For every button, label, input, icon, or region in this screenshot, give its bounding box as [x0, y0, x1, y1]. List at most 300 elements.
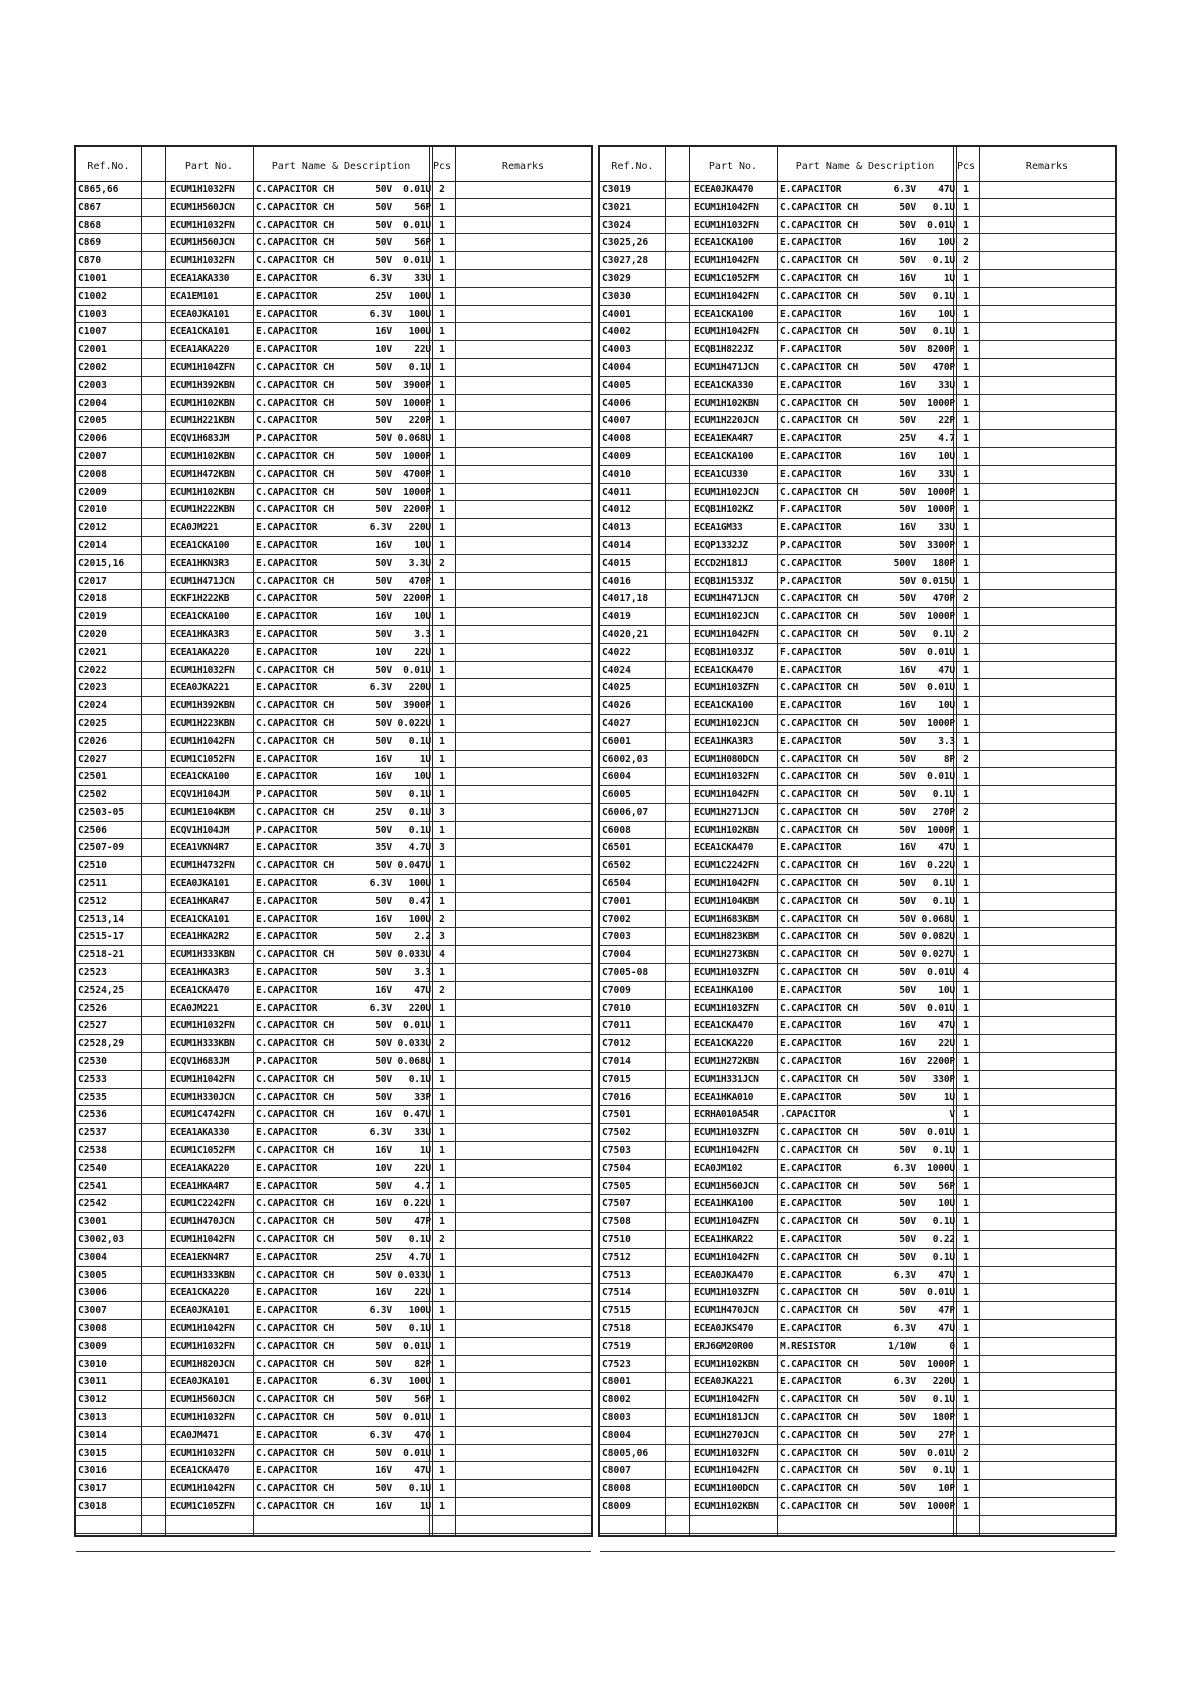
part-no-cell: ECUM1H1042FN: [694, 878, 759, 890]
part-name-cell: E.CAPACITOR: [256, 984, 318, 996]
part-no-cell: ECUM1H1032FN: [694, 219, 759, 231]
pcs-cell: 1: [439, 433, 445, 445]
rating-cell: 50V 0.1U: [375, 1483, 431, 1495]
pcs-cell: 1: [963, 1145, 969, 1157]
table-row: [76, 519, 591, 537]
part-no-cell: ECEA1HKN3R3: [170, 557, 230, 569]
rating-cell: 50V 0.1U: [375, 824, 431, 836]
right-parts-table: [598, 145, 1117, 1537]
part-no-cell: ECEA0JKA101: [170, 1376, 230, 1388]
part-name-cell: E.CAPACITOR: [256, 326, 318, 338]
part-name-cell: E.CAPACITOR: [256, 611, 318, 623]
table-row: [76, 430, 591, 448]
part-no-cell: ECUM1H331JCN: [694, 1073, 759, 1085]
part-name-cell: P.CAPACITOR: [780, 539, 842, 551]
pcs-cell: 1: [439, 1287, 445, 1299]
pcs-cell: 1: [439, 967, 445, 979]
part-no-cell: ECUM1H102KBN: [694, 397, 759, 409]
part-name-cell: C.CAPACITOR CH: [780, 1447, 859, 1459]
part-name-cell: C.CAPACITOR CH: [780, 1500, 859, 1512]
part-no-cell: ECUM1H1042FN: [694, 326, 759, 338]
table-row: [76, 306, 591, 324]
part-no-cell: ECUM1H102KBN: [694, 824, 759, 836]
rating-cell: 50V 1000P: [375, 397, 431, 409]
part-no-cell: ECUM1H1042FN: [694, 1145, 759, 1157]
pcs-cell: 2: [963, 593, 969, 605]
rating-cell: 50V 3.3: [375, 967, 431, 979]
part-no-cell: ECA1EM101: [170, 290, 219, 302]
ref-no-cell: C1001: [78, 272, 107, 284]
part-name-cell: E.CAPACITOR: [780, 450, 842, 462]
pcs-cell: 1: [439, 895, 445, 907]
ref-no-cell: C4012: [602, 504, 631, 516]
rating-cell: 6.3V 100U: [369, 1305, 431, 1317]
pcs-cell: 1: [439, 1091, 445, 1103]
table-row: [76, 822, 591, 840]
part-name-cell: E.CAPACITOR: [780, 842, 842, 854]
part-name-cell: C.CAPACITOR CH: [256, 1394, 335, 1406]
table-row: [600, 1284, 1115, 1302]
part-no-cell: ECEA1CKA220: [694, 1038, 754, 1050]
ref-no-cell: C2018: [78, 593, 107, 605]
ref-no-cell: C867: [78, 201, 102, 213]
ref-no-cell: C2007: [78, 450, 107, 462]
ref-no-header: Ref.No.: [87, 161, 130, 172]
table-row: [600, 573, 1115, 591]
part-name-cell: .CAPACITOR: [780, 1109, 836, 1121]
part-name-cell: E.CAPACITOR: [780, 1162, 842, 1174]
ref-no-cell: C2538: [78, 1145, 107, 1157]
pcs-cell: 1: [439, 664, 445, 676]
ref-no-cell: C3010: [78, 1358, 107, 1370]
ref-no-cell: C3004: [78, 1251, 107, 1263]
pcs-cell: 2: [963, 806, 969, 818]
part-name-cell: C.CAPACITOR CH: [780, 1305, 859, 1317]
ref-no-cell: C1002: [78, 290, 107, 302]
rating-cell: 50V 0.01U: [375, 219, 431, 231]
table-row: [76, 875, 591, 893]
part-name-cell: C.CAPACITOR CH: [256, 860, 335, 872]
part-name-cell: C.CAPACITOR CH: [780, 806, 859, 818]
part-no-cell: ECUM1H471JCN: [694, 593, 759, 605]
part-name-cell: C.CAPACITOR CH: [780, 1180, 859, 1192]
table-row: [600, 1213, 1115, 1231]
part-name-cell: P.CAPACITOR: [256, 824, 318, 836]
ref-no-cell: C2512: [78, 895, 107, 907]
ref-no-cell: C3009: [78, 1340, 107, 1352]
rating-cell: 16V 47U: [899, 664, 955, 676]
table-row: [600, 199, 1115, 217]
part-no-cell: ECEA1CKA470: [694, 1020, 754, 1032]
part-name-cell: E.CAPACITOR: [780, 1269, 842, 1281]
pcs-cell: 1: [439, 504, 445, 516]
ref-no-cell: C7518: [602, 1323, 631, 1334]
pcs-cell: 1: [963, 1394, 969, 1406]
pcs-cell: 2: [439, 913, 445, 925]
table-row: [600, 234, 1115, 252]
part-name-cell: C.CAPACITOR CH: [256, 237, 335, 249]
pcs-cell: 1: [439, 1056, 445, 1068]
ref-no-cell: C4005: [602, 379, 631, 391]
rating-cell: 16V 0.22U: [899, 860, 955, 872]
rating-cell: 50V 0.01U: [375, 1020, 431, 1032]
part-name-cell: F.CAPACITOR: [780, 504, 842, 516]
table-row: [76, 555, 591, 573]
part-no-cell: ECRHA010A54R: [694, 1109, 759, 1121]
table-row: [76, 982, 591, 1000]
pcs-cell: 1: [439, 201, 445, 213]
pcs-cell: 2: [963, 628, 969, 640]
part-no-cell: ECUM1H560JCN: [170, 1394, 235, 1406]
pcs-cell: 1: [963, 1109, 969, 1121]
ref-no-cell: C3014: [78, 1429, 107, 1441]
ref-no-cell: C2024: [78, 700, 107, 712]
rating-cell: 10V 22U: [375, 1162, 431, 1174]
part-name-cell: C.CAPACITOR: [256, 415, 318, 427]
part-no-cell: ECUM1H1042FN: [170, 735, 235, 747]
ref-no-cell: C8007: [602, 1465, 631, 1477]
pcs-cell: 1: [963, 1091, 969, 1103]
table-row: [76, 626, 591, 644]
rating-cell: 6.3V 100U: [369, 308, 431, 320]
table-row: [76, 1498, 591, 1516]
part-no-cell: ECEA1HKA2R2: [170, 931, 230, 943]
part-no-cell: ECUM1H560JCN: [170, 201, 235, 213]
table-row: [600, 644, 1115, 662]
rating-cell: 50V 0.01U: [375, 255, 431, 267]
ref-no-cell: C7003: [602, 931, 631, 943]
table-row: [76, 1106, 591, 1124]
pcs-cell: 1: [439, 1394, 445, 1406]
part-no-cell: ECUM1C1052FM: [170, 1145, 235, 1157]
part-name-cell: E.CAPACITOR: [780, 664, 842, 676]
part-name-cell: C.CAPACITOR CH: [780, 326, 859, 338]
part-no-cell: ECUM1H102KBN: [694, 1358, 759, 1370]
rating-cell: 50V 0.1U: [899, 1465, 955, 1477]
pcs-cell: 1: [963, 1002, 969, 1014]
ref-no-cell: C2021: [78, 646, 107, 658]
part-name-cell: E.CAPACITOR: [256, 842, 318, 854]
ref-no-cell: C7016: [602, 1091, 631, 1103]
table-row: [76, 946, 591, 964]
ref-no-cell: C2022: [78, 664, 107, 676]
part-name-cell: E.CAPACITOR: [256, 308, 318, 320]
rating-cell: 16V 1U: [375, 753, 431, 765]
part-no-cell: ECA0JM471: [170, 1429, 219, 1441]
ref-no-cell: C4009: [602, 450, 631, 462]
rating-cell: 50V 3.3: [375, 628, 431, 640]
pcs-cell: 1: [963, 984, 969, 996]
part-no-cell: ECEA1CKA220: [170, 1287, 230, 1299]
part-name-cell: E.CAPACITOR: [256, 1465, 318, 1477]
pcs-cell: 1: [439, 1109, 445, 1121]
part-no-cell: ECUM1H1032FN: [694, 1447, 759, 1459]
part-name-cell: C.CAPACITOR CH: [780, 1483, 859, 1495]
table-row: [76, 804, 591, 822]
part-name-cell: C.CAPACITOR: [256, 593, 318, 605]
part-no-cell: ECA0JM221: [170, 1002, 219, 1014]
rating-cell: 6.3V 47U: [893, 1269, 955, 1281]
table-row: [600, 1409, 1115, 1427]
pcs-cell: 1: [439, 1340, 445, 1352]
pcs-cell: 1: [439, 1483, 445, 1495]
rating-cell: 50V 0.01U: [899, 1127, 955, 1139]
part-no-cell: ECUM1C2242FN: [170, 1198, 235, 1210]
table-row: [600, 1373, 1115, 1391]
rating-cell: 50V 0.01U: [375, 1411, 431, 1423]
rating-cell: 50V 0.015U: [899, 575, 955, 587]
part-name-cell: E.CAPACITOR: [780, 433, 842, 445]
ref-no-cell: C7508: [602, 1216, 631, 1228]
part-no-cell: ECEA1EKA4R7: [694, 433, 754, 445]
part-name-cell: C.CAPACITOR CH: [256, 397, 335, 409]
part-no-cell: ECEA1HKA3R3: [694, 735, 754, 747]
ref-no-cell: C8003: [602, 1411, 631, 1423]
part-no-cell: ECUM1H1042FN: [170, 1234, 235, 1246]
rating-cell: 25V 0.1U: [375, 806, 431, 818]
part-name-cell: E.CAPACITOR: [256, 646, 318, 658]
part-no-cell: ECUM1H1042FN: [694, 1465, 759, 1477]
left-rows: [76, 181, 591, 1552]
part-name-cell: E.CAPACITOR: [256, 967, 318, 979]
part-no-cell: ECUM1H333KBN: [170, 1038, 235, 1050]
ref-no-cell: C1007: [78, 326, 107, 338]
part-name-cell: C.CAPACITOR CH: [780, 789, 859, 801]
part-name-cell: C.CAPACITOR CH: [256, 1269, 335, 1281]
pcs-cell: 1: [963, 1216, 969, 1228]
part-no-cell: ECUM1H333KBN: [170, 1269, 235, 1281]
ref-no-cell: C2518-21: [78, 949, 125, 961]
rating-cell: 50V 1000P: [899, 1500, 955, 1512]
part-no-cell: ECUM1H472KBN: [170, 468, 235, 480]
pcs-cell: 4: [439, 949, 445, 961]
rating-cell: 50V 2200P: [375, 593, 431, 605]
part-no-cell: ECEA1CKA100: [170, 611, 230, 623]
rating-cell: 50V 0.068U: [899, 913, 955, 925]
ref-no-cell: C7501: [602, 1109, 631, 1121]
table-row: [600, 839, 1115, 857]
part-no-cell: ECUM1H104ZFN: [694, 1216, 759, 1228]
rating-cell: 6.3V 1000U: [893, 1162, 955, 1174]
table-row: [600, 1142, 1115, 1160]
part-no-cell: ECEA0JKA470: [694, 184, 754, 195]
rating-cell: 50V 0.01U: [375, 184, 431, 195]
table-row: [600, 555, 1115, 573]
table-row: [600, 1231, 1115, 1249]
part-name-cell: C.CAPACITOR CH: [256, 201, 335, 213]
ref-no-cell: C2511: [78, 878, 107, 890]
rating-cell: 6.3V 100U: [369, 1376, 431, 1388]
part-no-cell: ECEA1HKA010: [694, 1091, 754, 1103]
part-no-cell: ECUM1H270JCN: [694, 1429, 759, 1441]
table-row: [76, 1302, 591, 1320]
pcs-cell: 3: [439, 842, 445, 854]
table-row: [76, 964, 591, 982]
rating-cell: 16V 22U: [899, 1038, 955, 1050]
table-row: [76, 1213, 591, 1231]
table-row: [76, 466, 591, 484]
ref-no-cell: C2002: [78, 361, 107, 373]
part-name-cell: C.CAPACITOR CH: [780, 219, 859, 231]
pcs-cell: 1: [963, 646, 969, 658]
rating-cell: 50V 0.068U: [375, 433, 431, 445]
part-name-cell: C.CAPACITOR CH: [256, 1091, 335, 1103]
table-row: [600, 733, 1115, 751]
rating-cell: 50V 0.082U: [899, 931, 955, 943]
ref-no-cell: C2507-09: [78, 842, 125, 854]
table-row: [600, 306, 1115, 324]
rating-cell: 50V 0.47: [375, 895, 431, 907]
part-no-cell: ECUM1H470JCN: [694, 1305, 759, 1317]
table-row: [76, 1000, 591, 1018]
rating-cell: 16V 1U: [375, 1145, 431, 1157]
part-name-cell: E.CAPACITOR: [256, 878, 318, 890]
part-no-cell: ECUM1H103ZFN: [694, 682, 759, 694]
pcs-cell: 1: [439, 1251, 445, 1263]
pcs-cell: 1: [439, 1162, 445, 1174]
ref-no-cell: C2502: [78, 789, 107, 801]
part-name-cell: E.CAPACITOR: [256, 522, 318, 534]
table-row: [600, 786, 1115, 804]
part-no-cell: ECUM1H560JCN: [170, 237, 235, 249]
pcs-cell: 1: [963, 1234, 969, 1246]
part-name-cell: C.CAPACITOR CH: [780, 717, 859, 729]
pcs-cell: 1: [439, 326, 445, 338]
pcs-cell: 1: [963, 717, 969, 729]
rating-cell: 50V 0.1U: [899, 878, 955, 890]
part-no-cell: ECUM1H100DCN: [694, 1483, 759, 1495]
part-no-cell: ECUM1H1042FN: [694, 1394, 759, 1406]
part-no-cell: ECUM1H220JCN: [694, 415, 759, 427]
blank-row: [76, 1516, 591, 1534]
part-name-cell: E.CAPACITOR: [780, 1091, 842, 1103]
part-no-cell: ECQB1H822JZ: [694, 344, 754, 356]
table-row: [76, 679, 591, 697]
part-name-cell: E.CAPACITOR: [256, 628, 318, 640]
table-row: [76, 1409, 591, 1427]
part-no-cell: ECUM1H1032FN: [170, 219, 235, 231]
part-no-cell: ECEA1HKA3R3: [170, 967, 230, 979]
ref-no-cell: C865,66: [78, 184, 119, 195]
pcs-cell: 1: [963, 824, 969, 836]
table-row: [600, 1035, 1115, 1053]
rating-cell: 50V 0.047U: [375, 860, 431, 872]
ref-no-cell: C8005,06: [602, 1447, 649, 1459]
table-row: [76, 1249, 591, 1267]
pcs-cell: 1: [439, 717, 445, 729]
rating-cell: 50V 56P: [375, 237, 431, 249]
table-row: [76, 1089, 591, 1107]
part-no-cell: ECEA1CKA100: [694, 700, 754, 712]
part-no-cell: ECUM1E104KBM: [170, 806, 235, 818]
table-row: [76, 839, 591, 857]
part-no-cell: ECUM1H471JCN: [694, 361, 759, 373]
pcs-cell: 1: [963, 379, 969, 391]
part-name-cell: C.CAPACITOR CH: [256, 575, 335, 587]
pcs-cell: 1: [963, 1020, 969, 1032]
table-row: [76, 288, 591, 306]
table-row: [76, 857, 591, 875]
rating-cell: 16V 22U: [375, 1287, 431, 1299]
pcs-cell: 1: [439, 1002, 445, 1014]
rating-cell: 25V 4.7: [899, 433, 955, 445]
part-name-cell: C.CAPACITOR CH: [780, 1251, 859, 1263]
part-name-cell: E.CAPACITOR: [256, 557, 318, 569]
rating-cell: 50V 0.1U: [375, 1234, 431, 1246]
ref-no-cell: C4003: [602, 344, 631, 356]
part-no-cell: ECEA1CKA470: [170, 1465, 230, 1477]
part-name-cell: C.CAPACITOR CH: [780, 272, 859, 284]
pcs-cell: 1: [439, 450, 445, 462]
part-no-cell: ECCD2H181J: [694, 557, 748, 569]
part-no-cell: ECUM1H1032FN: [170, 184, 235, 195]
part-name-cell: C.CAPACITOR CH: [256, 1234, 335, 1246]
table-row: [76, 644, 591, 662]
part-name-cell: E.CAPACITOR: [256, 1429, 318, 1441]
pcs-cell: 1: [963, 1465, 969, 1477]
part-no-cell: ECKF1H222KB: [170, 593, 230, 605]
part-name-cell: C.CAPACITOR CH: [256, 1038, 335, 1050]
part-no-cell: ECUM1H392KBN: [170, 379, 235, 391]
table-row: [600, 982, 1115, 1000]
part-name-cell: E.CAPACITOR: [780, 1376, 842, 1388]
table-row: [600, 928, 1115, 946]
pcs-cell: 1: [963, 1323, 969, 1334]
pcs-cell: 4: [963, 967, 969, 979]
pcs-cell: 1: [439, 397, 445, 409]
part-name-cell: C.CAPACITOR CH: [780, 1411, 859, 1423]
part-no-cell: ECQB1H153JZ: [694, 575, 754, 587]
part-name-cell: E.CAPACITOR: [780, 237, 842, 249]
ref-no-cell: C4019: [602, 611, 631, 623]
pcs-cell: 1: [439, 1305, 445, 1317]
rating-cell: 50V 47P: [899, 1305, 955, 1317]
rating-cell: 50V 27P: [899, 1429, 955, 1441]
rating-cell: 50V 3.3: [899, 735, 955, 747]
ref-no-cell: C6002,03: [602, 753, 649, 765]
pcs-cell: 1: [963, 682, 969, 694]
part-name-cell: C.CAPACITOR CH: [780, 931, 859, 943]
pcs-cell: 1: [963, 1340, 969, 1352]
part-name-cell: C.CAPACITOR CH: [780, 878, 859, 890]
pcs-cell: 1: [963, 201, 969, 213]
part-no-cell: ECUM1H1032FN: [170, 1020, 235, 1032]
rating-cell: 16V 47U: [899, 1020, 955, 1032]
part-name-cell: E.CAPACITOR: [256, 895, 318, 907]
part-name-cell: P.CAPACITOR: [780, 575, 842, 587]
part-name-cell: E.CAPACITOR: [256, 272, 318, 284]
table-row: [600, 662, 1115, 680]
part-no-header: Part No.: [184, 161, 234, 172]
part-no-cell: ECQB1H102KZ: [694, 504, 754, 516]
pcs-cell: 1: [439, 860, 445, 872]
table-row: [600, 537, 1115, 555]
rating-cell: 50V 56P: [375, 1394, 431, 1406]
table-row: [600, 501, 1115, 519]
ref-no-cell: C2026: [78, 735, 107, 747]
rating-cell: 50V 0.1U: [375, 735, 431, 747]
ref-no-cell: C4027: [602, 717, 631, 729]
table-row: [600, 1124, 1115, 1142]
part-name-cell: C.CAPACITOR CH: [780, 290, 859, 302]
rating-cell: 16V 47U: [375, 984, 431, 996]
table-row: [600, 519, 1115, 537]
rating-cell: 25V 4.7U: [375, 1251, 431, 1263]
ref-no-cell: C7515: [602, 1305, 631, 1317]
table-row: [600, 1017, 1115, 1035]
ref-no-cell: C7513: [602, 1269, 631, 1281]
table-row: [76, 1356, 591, 1374]
